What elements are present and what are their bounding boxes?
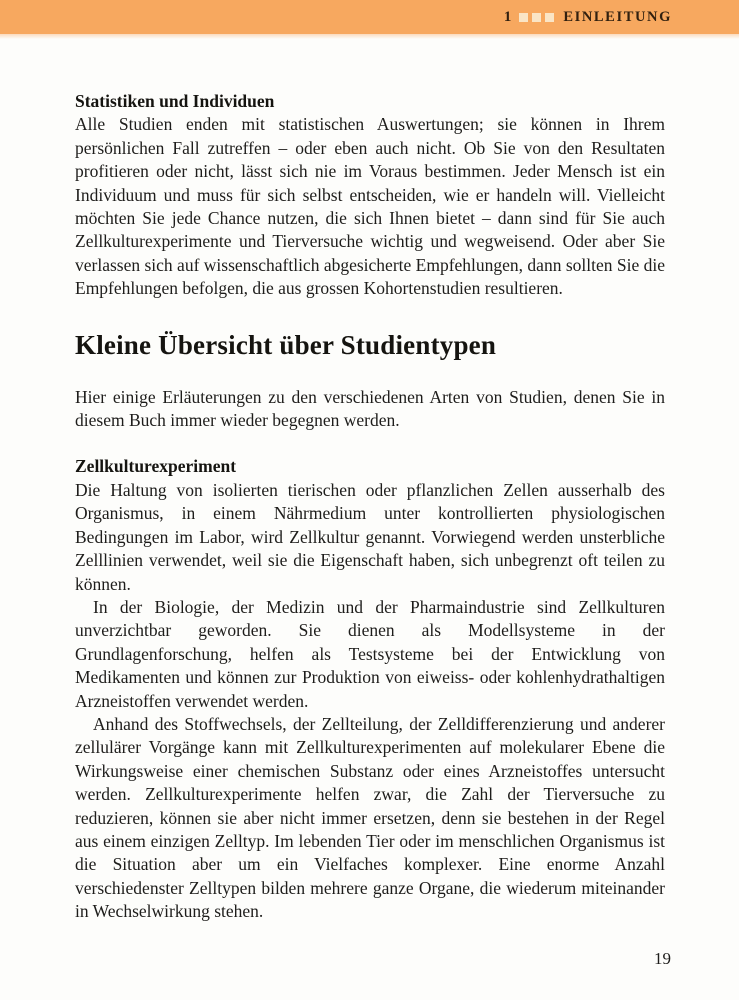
main-heading: Kleine Übersicht über Studientypen xyxy=(75,329,497,360)
paragraph-zellkultur-2: In der Biologie, der Medizin und der Pharmaindustrie sind Zellkulturen unverzichtbar geworden. Sie dienen als Modellsysteme in der Grundlagenforschung, helfen als Testsysteme bei der Entwicklung von Medikamenten und können zur Produktion von eiweiss- oder kohlenhydrathaltigen Arzneistoffen verwendet werden. xyxy=(75,596,665,711)
section-heading-statistiken: Statistiken und Individuen xyxy=(75,91,275,111)
marker-square-icon xyxy=(545,13,554,22)
chapter-header-bar xyxy=(0,0,739,34)
chapter-title: EINLEITUNG xyxy=(563,8,672,25)
paragraph-statistiken: Alle Studien enden mit statistischen Auswertungen; sie können in Ihrem persönlichen Fall zutreffen – oder eben auch nicht. Ob Sie von den Resultaten profitieren oder nicht, lässt sich nie im Voraus bestimmen. Jeder Mensch ist ein Individuum und muss für sich selbst entscheiden, wie er handeln will. Vielleicht möchten Sie jede Chance nutzen, die sich Ihnen bietet – dann sind für Sie auch Zellkulturexperimente und Tierversuche wichtig und wegweisend. Oder aber Sie verlassen sich auf wissenschaftlich abgesicherte Empfehlungen, dann sollten Sie die Empfehlungen befolgen, die aus grossen Kohortenstudien resultieren. xyxy=(75,114,665,299)
marker-square-icon xyxy=(532,13,541,22)
chapter-number: 1 xyxy=(503,8,512,25)
chapter-marker-squares xyxy=(519,13,554,22)
page-content xyxy=(75,34,665,924)
paragraph-intro: Hier einige Erläuterungen zu den verschiedenen Arten von Studien, denen Sie in diesem Buch immer wieder begegnen werden. xyxy=(75,386,665,431)
paragraph-zellkultur-1: Die Haltung von isolierten tierischen oder pflanzlichen Zellen ausserhalb des Organismus, in einem Nährmedium unter kontrollierten physiologischen Bedingungen im Labor, wird Zellkultur genannt. Vorwiegend werden unsterbliche Zelllinien verwendet, weil sie die Eigenschaft haben, sich unbegrenzt oft teilen zu können. xyxy=(75,479,665,594)
paragraph-zellkultur-3: Anhand des Stoffwechsels, der Zellteilung, der Zelldifferenzierung und anderer zellulärer Vorgänge kann mit Zellkulturexperimenten auf molekularer Ebene die Wirkungsweise einer chemischen Substanz oder eines Arzneistoffes untersucht werden. Zellkulturexperimente helfen zwar, die Zahl der Tierversuche zu reduzieren, können sie aber nicht immer ersetzen, denn sie bestehen in der Regel aus einem einzigen Zelltyp. Im lebenden Tier oder im menschlichen Organismus ist die Situation aber um ein Vielfaches komplexer. Eine enorme Anzahl verschiedenster Zelltypen bilden mehrere ganze Organe, die wiederum miteinander in Wechselwirkung stehen. xyxy=(75,713,665,922)
marker-square-icon xyxy=(519,13,528,22)
page-number: 19 xyxy=(654,949,671,968)
section-heading-zellkulturexperiment: Zellkulturexperiment xyxy=(75,456,237,477)
